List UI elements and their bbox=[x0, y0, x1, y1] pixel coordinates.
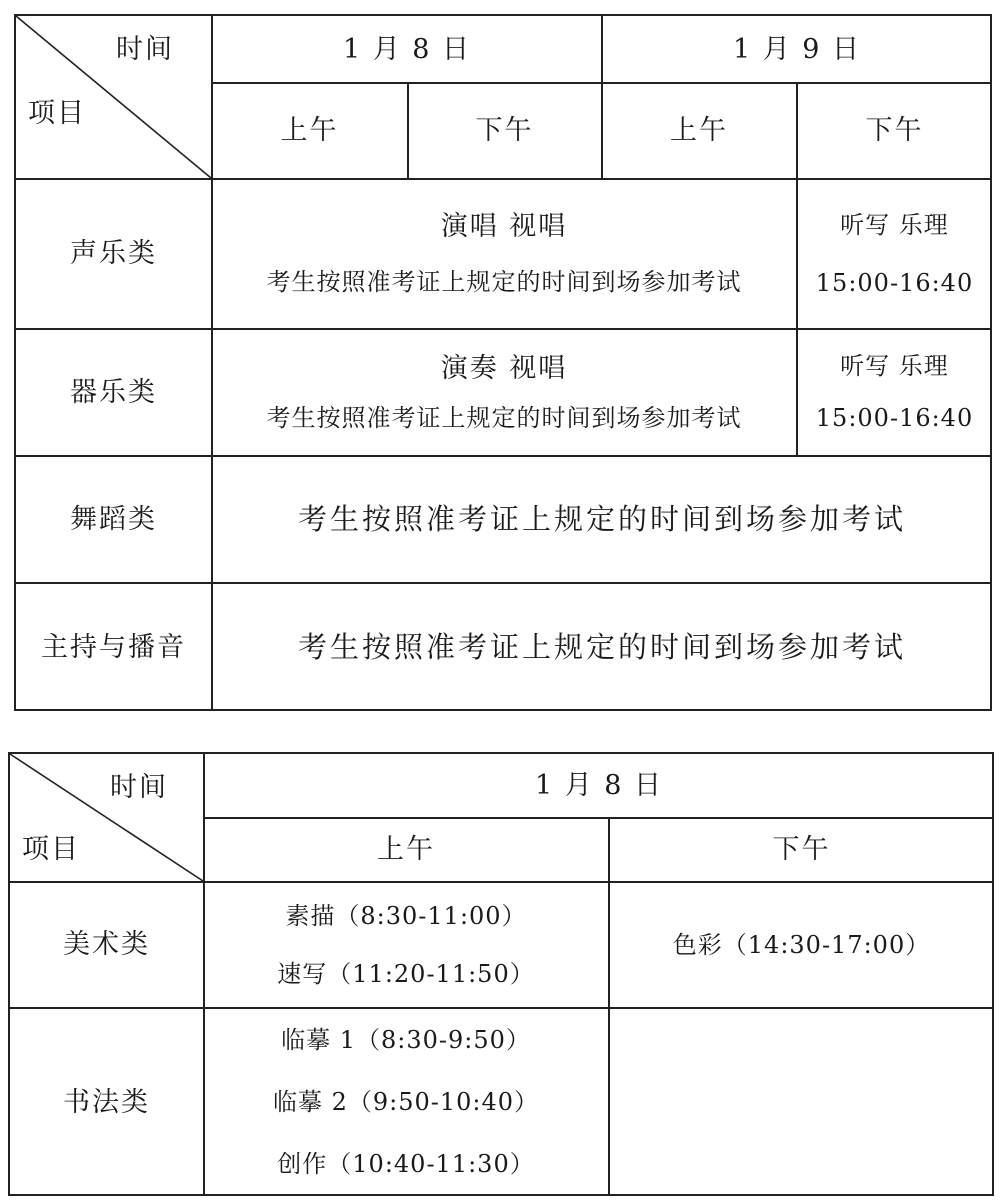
row-category: 器乐类 bbox=[70, 376, 157, 408]
exam-schedule-table-music-dance bbox=[14, 14, 992, 711]
exam-note: 考生按照准考证上规定的时间到场参加考试 bbox=[297, 501, 906, 536]
exam-session: 创作（10:40-11:30） bbox=[277, 1150, 535, 1178]
exam-note: 考生按照准考证上规定的时间到场参加考试 bbox=[266, 268, 742, 296]
row-category: 声乐类 bbox=[70, 238, 157, 269]
row-side-cell bbox=[797, 329, 992, 455]
exam-note: 考生按照准考证上规定的时间到场参加考试 bbox=[266, 403, 742, 432]
exam-title: 演奏 视唱 bbox=[440, 352, 568, 384]
row-category: 主持与播音 bbox=[41, 631, 186, 663]
header-period-morning: 上午 bbox=[377, 834, 435, 865]
row-category: 书法类 bbox=[63, 1086, 150, 1118]
row-category: 舞蹈类 bbox=[70, 503, 157, 535]
exam-title: 听写 乐理 bbox=[840, 352, 949, 380]
exam-session: 素描（8:30-11:00） bbox=[285, 901, 527, 930]
header-day-jan8: 1 月 8 日 bbox=[342, 33, 472, 65]
exam-title: 听写 乐理 bbox=[840, 210, 949, 239]
exam-time: 15:00-16:40 bbox=[815, 404, 974, 432]
header-day-jan8: 1 月 8 日 bbox=[534, 770, 664, 801]
exam-session: 速写（11:20-11:50） bbox=[277, 959, 535, 988]
header-time-label: 时间 bbox=[116, 34, 174, 65]
header-period-morning: 上午 bbox=[670, 115, 728, 146]
exam-session: 临摹 1（8:30-9:50） bbox=[281, 1026, 531, 1054]
exam-schedule-table-art-calligraphy bbox=[8, 752, 994, 1196]
exam-session: 临摹 2（9:50-10:40） bbox=[272, 1088, 540, 1116]
exam-title: 演唱 视唱 bbox=[440, 211, 568, 242]
row-side-cell bbox=[797, 179, 992, 328]
row-main-cell bbox=[212, 329, 796, 455]
row-morning-cell bbox=[204, 882, 608, 1007]
header-period-afternoon: 下午 bbox=[475, 115, 534, 146]
row-morning-cell bbox=[204, 1008, 608, 1196]
exam-note: 考生按照准考证上规定的时间到场参加考试 bbox=[297, 629, 906, 664]
header-period-afternoon: 下午 bbox=[865, 115, 924, 146]
header-item-label: 项目 bbox=[22, 834, 80, 865]
row-afternoon-empty bbox=[609, 1008, 994, 1196]
row-main-cell bbox=[212, 179, 796, 328]
header-time-label: 时间 bbox=[110, 772, 168, 803]
exam-time: 15:00-16:40 bbox=[815, 268, 974, 297]
header-day-jan9: 1 月 9 日 bbox=[732, 33, 862, 65]
header-period-afternoon: 下午 bbox=[772, 834, 831, 865]
header-item-label: 项目 bbox=[28, 98, 86, 129]
row-category: 美术类 bbox=[63, 929, 150, 960]
exam-session: 色彩（14:30-17:00） bbox=[672, 930, 931, 959]
header-period-morning: 上午 bbox=[280, 115, 339, 146]
